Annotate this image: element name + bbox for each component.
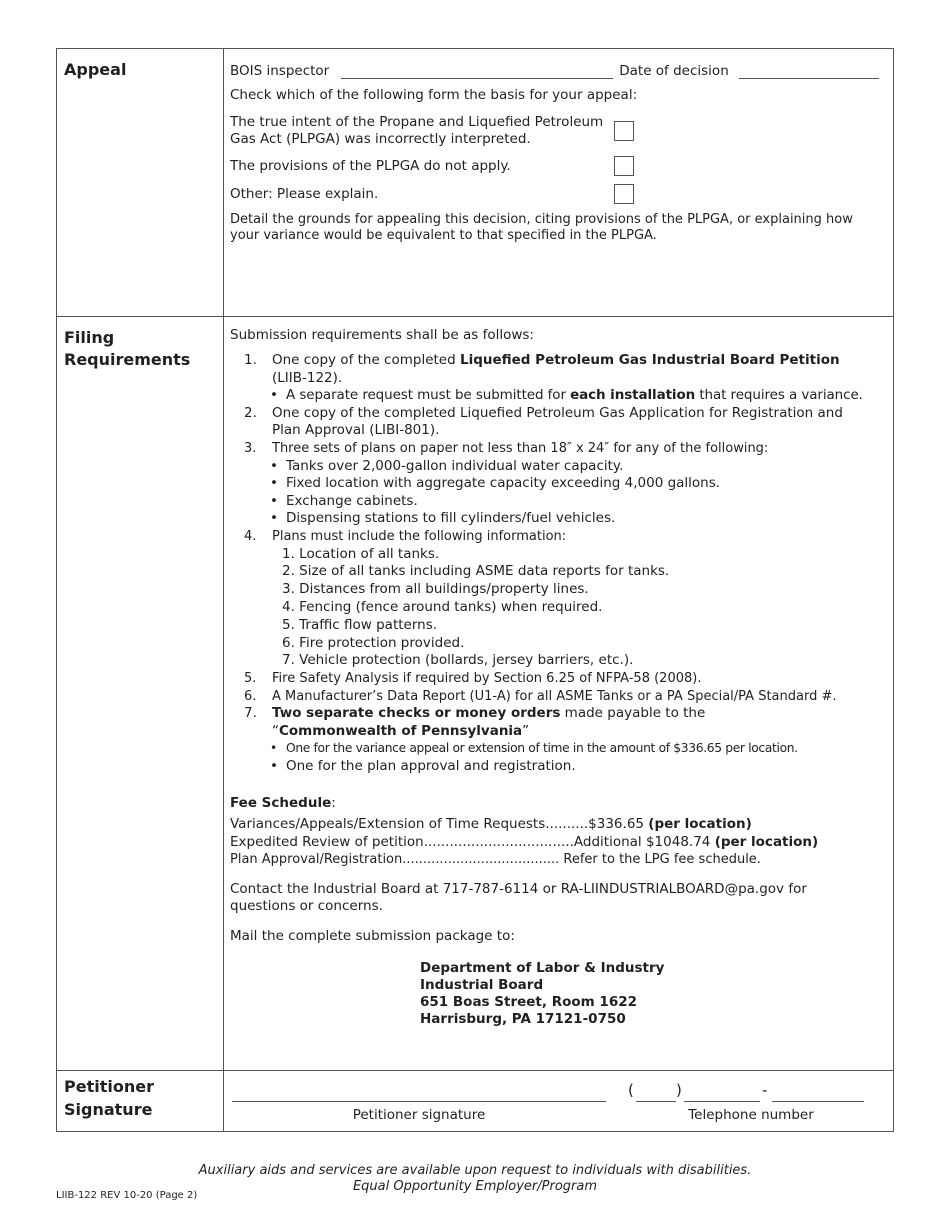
appeal-section [57,49,893,317]
appeal-detail-area[interactable] [230,244,887,304]
fee-line: Plan Approval/Registration...................................... Refer to the LPG fee schedule. [230,851,761,867]
appeal-option [230,156,887,176]
phone-prefix-field[interactable] [684,1101,760,1102]
mailing-address: Department of Labor & Industry Industrial Board 651 Boas Street, Room 1622 Harrisburg, PA 17121-0750 [420,959,665,1027]
list-item: 5. Traffic flow patterns. [282,616,438,633]
appeal-option-text: The true intent of the Propane and Liquefied Petroleum [230,114,604,130]
appeal-option-text: The provisions of the PLPGA do not apply. [230,157,511,174]
fee-line: Variances/Appeals/Extension of Time Requests..........$336.65 (per location) [230,815,752,832]
appeal-option-text: Gas Act (PLPGA) was incorrectly interpreted. [230,131,531,147]
list-item: • A separate request must be submitted for each installation that requires a variance. [258,387,887,405]
list-item: 4. Plans must include the following information: 1. Location of all tanks. 2. Size of all tanks including ASME data reports for tanks. 3. Distances from all buildings/property lines. 4. Fencing (fence around tanks) when required. 5. Traffic flow patterns. 6. Fire protection provided. 7. Vehicle protection (bollards, jersey barriers, etc.). [230,528,887,670]
area-code-open: ( [628,1081,634,1099]
signature-caption: Petitioner signature [352,1107,486,1123]
filing-requirements-label: Filing Requirements [57,317,224,1070]
list-item: 4. Fencing (fence around tanks) when required. [282,598,603,615]
contact-info: Contact the Industrial Board at 717-787-6114 or RA-LIINDUSTRIALBOARD@pa.gov for questions or concerns. [230,880,807,914]
mail-intro: Mail the complete submission package to: [230,927,515,944]
submission-intro: Submission requirements shall be as follows: [230,327,534,343]
telephone-caption: Telephone number [688,1107,814,1123]
appeal-option-checkbox[interactable] [614,184,634,204]
area-code-field[interactable] [636,1101,676,1102]
list-item: 3. Three sets of plans on paper not less than 18″ x 24″ for any of the following: • Tanks over 2,000-gallon individual water capacity. • Fixed location with aggregate capacity exceeding 4,000 gallons. • Exchange cabinets. • Dispensing stations to fill cylinders/fuel vehicles. [230,440,887,528]
fee-schedule-title: Fee Schedule [230,794,332,811]
form-id: LIIB-122 REV 10-20 (Page 2) [56,1190,198,1201]
area-code-close: ) [676,1081,682,1099]
bois-inspector-label: BOIS inspector [230,63,330,79]
filing-requirements-content [224,317,893,1070]
list-item: 2. Size of all tanks including ASME data reports for tanks. [282,563,670,580]
check-intro: Check which of the following form the basis for your appeal: [230,87,638,103]
phone-dash: - [762,1081,768,1099]
appeal-detail-text: Detail the grounds for appealing this decision, citing provisions of the PLPGA, or explaining how [230,212,853,227]
list-item: • Tanks over 2,000-gallon individual water capacity. [258,458,887,476]
list-item: • Exchange cabinets. [258,493,887,511]
petitioner-signature-label: Petitioner Signature [57,1071,224,1131]
list-item: 3. Distances from all buildings/property lines. [282,581,589,598]
list-item: • One for the plan approval and registration. [258,758,887,776]
appeal-label: Appeal [57,49,224,316]
date-of-decision-field[interactable] [739,63,879,79]
list-item: 1. Location of all tanks. [282,545,440,562]
list-item: • Fixed location with aggregate capacity exceeding 4,000 gallons. [258,475,887,493]
fee-line: Expedited Review of petition...................................Additional $1048.74 (per location) [230,833,819,850]
list-item: • Dispensing stations to fill cylinders/fuel vehicles. [258,510,887,528]
filing-requirements-section [57,317,893,1071]
phone-line-field[interactable] [772,1101,864,1102]
list-item: 1. One copy of the completed Liquefied Petroleum Gas Industrial Board Petition (LIIB-122). • A separate request must be submitted for each installation that requires a variance. [230,352,887,405]
petitioner-signature-section [57,1071,893,1131]
signature-content [224,1071,893,1131]
accessibility-footer: Auxiliary aids and services are available upon request to individuals with disabilities. Equal Opportunity Employer/Program [198,1163,752,1194]
appeal-option [230,114,887,148]
list-item: 2. One copy of the completed Liquefied Petroleum Gas Application for Registration and Plan Approval (LIBI-801). [244,404,843,439]
signature-field[interactable] [232,1101,606,1102]
list-item: 7. Two separate checks or money orders made payable to the “Commonwealth of Pennsylvania” • One for the variance appeal or extension of time in the amount of $336.65 per location. • One for the plan approval and registration. [230,705,887,775]
appeal-content [224,49,893,316]
date-of-decision-label: Date of decision [619,63,729,79]
appeal-option-checkbox[interactable] [614,121,634,141]
list-item: • One for the variance appeal or extension of time in the amount of $336.65 per location. [258,740,887,758]
bois-inspector-field[interactable] [341,63,613,79]
list-item: 7. Vehicle protection (bollards, jersey barriers, etc.). [282,652,634,669]
appeal-option-checkbox[interactable] [614,156,634,176]
fee-schedule: Fee Schedule: Variances/Appeals/Extension of Time Requests..........$336.65 (per location) Expedited Review of petition...................................Additional $1048.74 (per location) Plan Approval/Registration...................................... Refer to the LPG fee schedule. [230,794,887,869]
list-item: 6. Fire protection provided. [282,634,465,651]
appeal-option [230,184,887,204]
appeal-detail-text: your variance would be equivalent to that specified in the PLPGA. [230,228,657,243]
list-item: 6. A Manufacturer’s Data Report (U1-A) for all ASME Tanks or a PA Special/PA Standard #. [244,688,837,704]
petition-form-table [56,48,894,1132]
requirements-list [230,352,887,776]
appeal-option-text: Other: Please explain. [230,185,379,202]
list-item: 5. Fire Safety Analysis if required by Section 6.25 of NFPA-58 (2008). [244,671,702,687]
